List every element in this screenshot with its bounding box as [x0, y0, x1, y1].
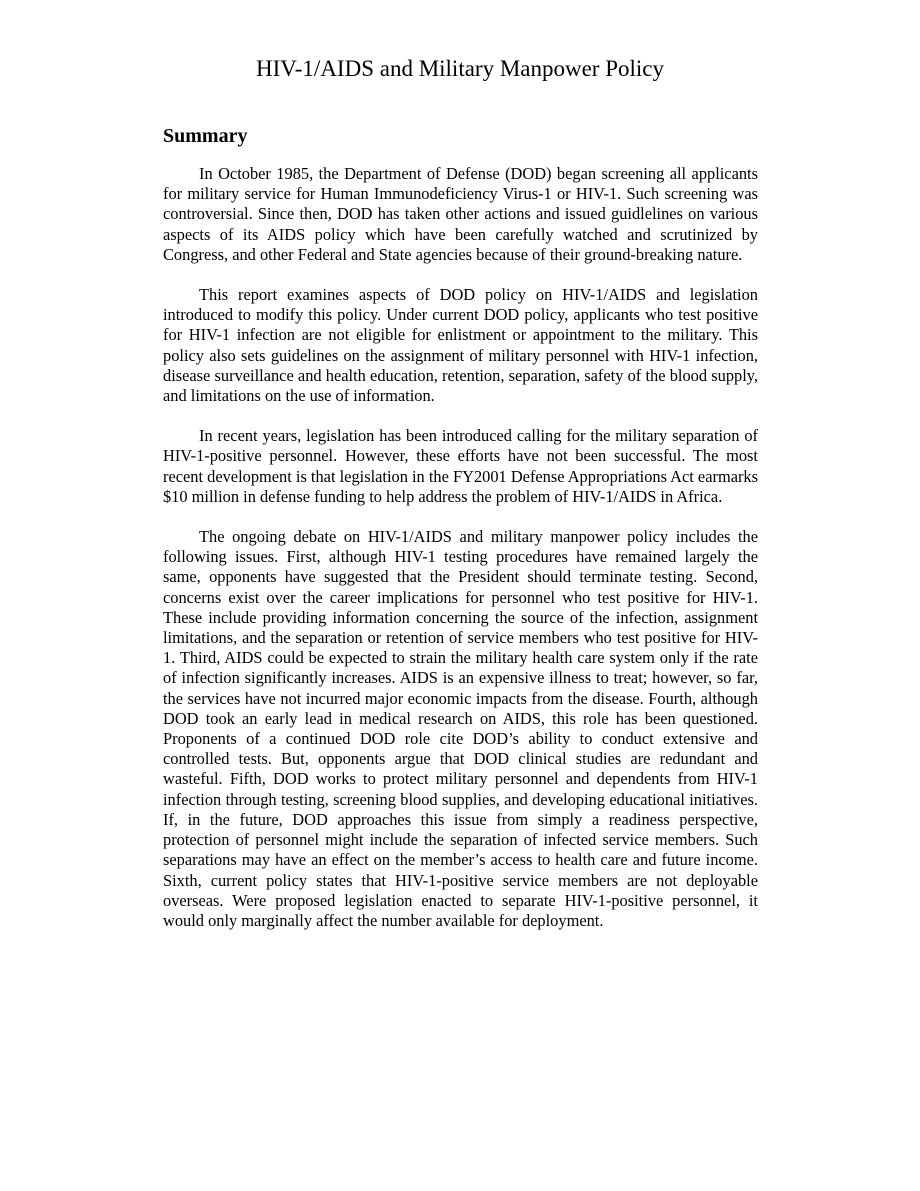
document-body: [163, 122, 758, 951]
paragraph-1: In October 1985, the Department of Defense (DOD) began screening all applicants for military service for Human Immunodeficiency Virus-1 or HIV-1. Such screening was controversial. Since then, DOD has taken other actions and issued guidlelines on various aspects of its AIDS policy which have been carefully watched and scrutinized by Congress, and other Federal and State agencies because of their ground-breaking nature.: [163, 164, 758, 264]
paragraph-4: The ongoing debate on HIV-1/AIDS and military manpower policy includes the following issues. First, although HIV-1 testing procedures have remained largely the same, opponents have suggested that the President should terminate testing. Second, concerns exist over the career implications for personnel who test positive for HIV-1. These include providing information concerning the source of the infection, assignment limitations, and the separation or retention of service members who test positive for HIV-1. Third, AIDS could be expected to strain the military health care system only if the rate of infection significantly increases. AIDS is an expensive illness to treat; however, so far, the services have not incurred major economic impacts from the disease. Fourth, although DOD took an early lead in medical research on AIDS, this role has been questioned. Proponents of a continued DOD role cite DOD’s ability to conduct extensive and controlled tests. But, opponents argue that DOD clinical studies are redundant and wasteful. Fifth, DOD works to protect military personnel and dependents from HIV-1 infection through testing, screening blood supplies, and developing educational initiatives. If, in the future, DOD approaches this issue from simply a readiness perspective, protection of personnel might include the separation of infected service members. Such separations may have an effect on the member’s access to health care and future income. Sixth, current policy states that HIV-1-positive service members are not deployable overseas. Were proposed legislation enacted to separate HIV-1-positive personnel, it would only marginally affect the number available for deployment.: [163, 527, 758, 930]
section-heading-summary: Summary: [163, 125, 248, 147]
document-title: HIV-1/AIDS and Military Manpower Policy: [256, 56, 664, 81]
paragraph-3: In recent years, legislation has been introduced calling for the military separation of HIV-1-positive personnel. However, these efforts have not been successful. The most recent development is that legislation in the FY2001 Defense Appropriations Act earmarks $10 million in defense funding to help address the problem of HIV-1/AIDS in Africa.: [163, 426, 758, 506]
paragraph-2: This report examines aspects of DOD policy on HIV-1/AIDS and legislation introduced to modify this policy. Under current DOD policy, applicants who test positive for HIV-1 infection are not eligible for enlistment or appointment to the military. This policy also sets guidelines on the assignment of military personnel with HIV-1 infection, disease surveillance and health education, retention, separation, safety of the blood supply, and limitations on the use of information.: [163, 285, 758, 406]
